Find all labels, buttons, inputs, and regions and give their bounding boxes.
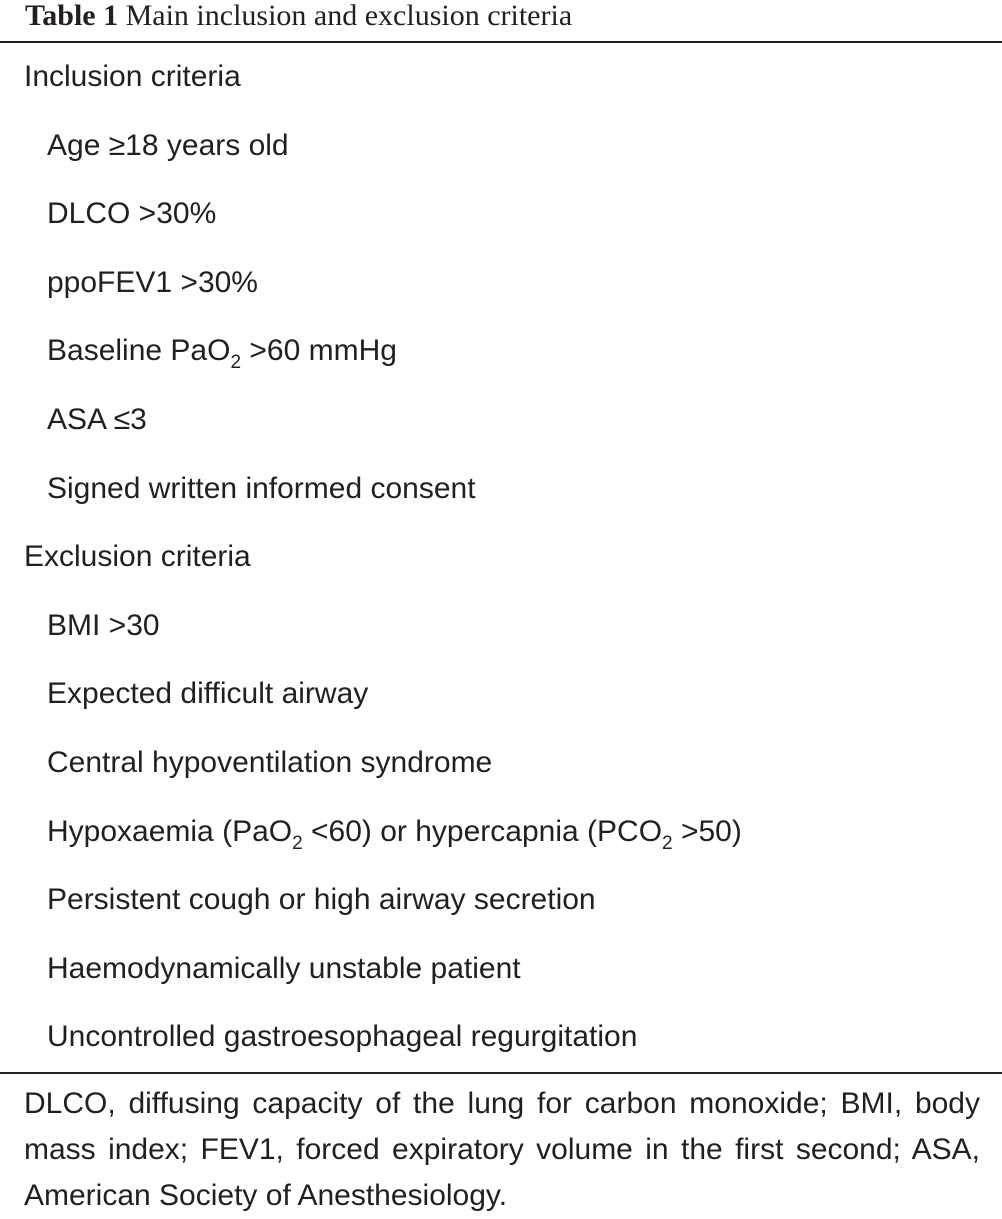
inclusion-item-baseline-pao2 (0, 317, 1002, 386)
bottom-rule (0, 1072, 1002, 1074)
exclusion-item-regurgitation: Uncontrolled gastroesophageal regurgitation (47, 1020, 638, 1054)
inclusion-heading: Inclusion criteria (24, 60, 241, 93)
table-caption (25, 0, 572, 36)
exclusion-item-cough: Persistent cough or high airway secretion (47, 883, 596, 917)
exclusion-item-hypoxaemia (0, 798, 1002, 867)
baseline-pao2-suffix: >60 mmHg (241, 334, 397, 368)
inclusion-item-dlco: DLCO >30% (47, 197, 217, 231)
baseline-pao2-prefix: Baseline PaO (47, 334, 231, 368)
table-title: Main inclusion and exclusion criteria (125, 0, 573, 32)
baseline-pao2-subscript: 2 (230, 352, 242, 374)
exclusion-item-haemodynamic: Haemodynamically unstable patient (47, 951, 521, 985)
hypoxaemia-part2: <60) or hypercapnia (PCO (302, 814, 663, 848)
exclusion-heading: Exclusion criteria (24, 540, 251, 574)
exclusion-item-bmi: BMI >30 (47, 608, 160, 642)
inclusion-item-asa: ASA ≤3 (47, 402, 147, 436)
table-footnote: DLCO, diffusing capacity of the lung for carbon monoxide; BMI, body mass index; FEV1, forced expiratory volume in the first second; ASA, American Society of Anesthesiology. (24, 1087, 980, 1212)
table-label: Table 1 (25, 0, 119, 32)
hypoxaemia-sub1: 2 (292, 832, 303, 854)
criteria-table (0, 43, 1002, 1072)
inclusion-item-consent: Signed written informed consent (47, 471, 476, 505)
exclusion-item-hypoventilation: Central hypoventilation syndrome (47, 745, 493, 779)
inclusion-item-age: Age ≥18 years old (47, 128, 289, 162)
exclusion-item-difficult-airway: Expected difficult airway (47, 677, 369, 711)
inclusion-item-ppofev1: ppoFEV1 >30% (47, 265, 258, 299)
hypoxaemia-part3: >50) (672, 814, 742, 848)
hypoxaemia-sub2: 2 (662, 832, 673, 854)
hypoxaemia-part1: Hypoxaemia (PaO (47, 814, 293, 848)
